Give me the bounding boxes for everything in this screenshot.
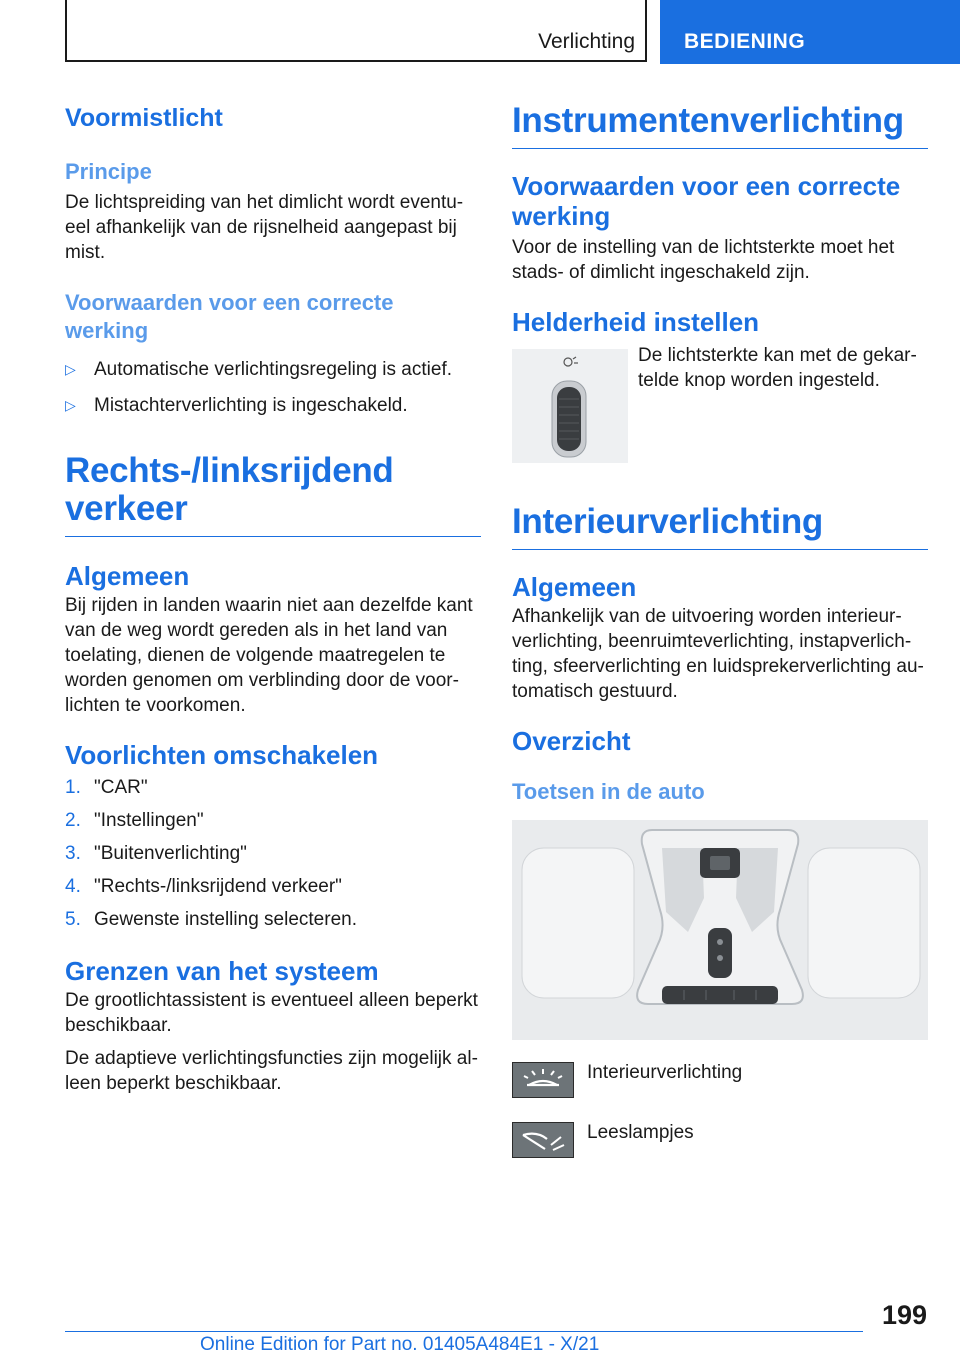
header-box xyxy=(65,0,647,62)
step-number: 2. xyxy=(65,810,81,831)
step-text: "Rechts-/linksrijdend verkeer" xyxy=(94,876,342,897)
page-number: 199 xyxy=(881,1300,927,1330)
list-item xyxy=(65,907,481,932)
right-column xyxy=(512,95,928,1180)
list-item-text: Automatische verlichtingsregeling is actief. xyxy=(94,359,453,380)
overhead-console-image xyxy=(512,820,928,1040)
reading-lights-icon xyxy=(512,1122,574,1158)
step-number: 1. xyxy=(65,777,81,798)
heading-interieurverlichting: Interieurverlichting xyxy=(512,503,928,550)
brightness-knob-image xyxy=(512,349,628,463)
paragraph-algemeen-right: Afhankelijk van de uitvoering worden interieur-verlichting, beenruimteverlichting, instapverlich-ting, sfeerverlichting en luidsprekerverlichting au-tomatisch gestuurd. xyxy=(512,606,924,702)
left-column xyxy=(65,95,481,1096)
triangle-bullet-icon: ▷ xyxy=(65,361,76,377)
heading-overzicht: Overzicht xyxy=(512,726,631,756)
list-item xyxy=(65,393,481,418)
paragraph-grenzen-2: De adaptieve verlichtingsfuncties zijn mogelijk al-leen beperkt beschikbaar. xyxy=(65,1048,478,1094)
list-item-text: Mistachterverlichting is ingeschakeld. xyxy=(94,395,408,416)
helderheid-block xyxy=(512,343,928,473)
bullet-list-voorwaarden xyxy=(65,357,481,418)
step-text: "CAR" xyxy=(94,777,148,798)
icon-row-reading xyxy=(512,1120,928,1180)
paragraph-helderheid: De lichtsterkte kan met de gekar-telde knop worden ingesteld. xyxy=(638,345,917,391)
interior-light-icon xyxy=(512,1062,574,1098)
footer-edition: Online Edition for Part no. 01405A484E1 - X/21 xyxy=(200,1334,600,1355)
heading-voormistlicht: Voormistlicht xyxy=(65,104,223,132)
paragraph-algemeen-left: Bij rijden in landen waarin niet aan dezelfde kant van de weg wordt gereden als in het land van toelating, dienen de volgende maatregelen te worden genomen om verblinding door de voor-lichten te voorkomen. xyxy=(65,595,473,716)
knurled-knob-icon xyxy=(512,349,628,463)
step-text: "Buitenverlichting" xyxy=(94,843,247,864)
step-number: 5. xyxy=(65,909,81,930)
step-number: 4. xyxy=(65,876,81,897)
heading-instrumentenverlichting: Instrumentenverlichting xyxy=(512,102,928,149)
heading-algemeen-right: Algemeen xyxy=(512,572,637,602)
list-item xyxy=(65,874,481,899)
overhead-console-icon xyxy=(512,820,928,1040)
list-item xyxy=(65,808,481,833)
list-item xyxy=(65,841,481,866)
list-item xyxy=(65,775,481,800)
paragraph-grenzen-1: De grootlichtassistent is eventueel alleen beperkt beschikbaar. xyxy=(65,990,478,1036)
heading-helderheid: Helderheid instellen xyxy=(512,307,760,337)
heading-voorwaarden-instrument: Voorwaarden voor een correcte werking xyxy=(512,171,901,231)
icon-label-reading: Leeslampjes xyxy=(587,1122,694,1143)
paragraph-principe: De lichtspreiding van het dimlicht wordt eventu-eel afhankelijk van de rijsnelheid aangepast bij mist. xyxy=(65,192,464,263)
heading-voorlichten-omschakelen: Voorlichten omschakelen xyxy=(65,740,379,770)
heading-algemeen-left: Algemeen xyxy=(65,561,190,591)
heading-toetsen: Toetsen in de auto xyxy=(512,779,705,804)
numbered-list-steps xyxy=(65,775,481,932)
icon-label-interior: Interieurverlichting xyxy=(587,1062,743,1083)
icon-row-interior xyxy=(512,1060,928,1120)
triangle-bullet-icon: ▷ xyxy=(65,397,76,413)
heading-rechts-linksrijdend: Rechts-/linksrijdend verkeer xyxy=(65,452,481,537)
heading-voorwaarden-mist: Voorwaarden voor een correcte werking xyxy=(65,290,394,343)
header-section-title: Verlichting xyxy=(538,30,635,53)
header-chapter-tab xyxy=(660,0,960,64)
header-chapter-label: BEDIENING xyxy=(684,30,806,53)
heading-grenzen: Grenzen van het systeem xyxy=(65,956,379,986)
paragraph-voorwaarden-instrument: Voor de instelling van de lichtsterkte moet het stads- of dimlicht ingeschakeld zijn. xyxy=(512,237,895,283)
step-text: Gewenste instelling selecteren. xyxy=(94,909,357,930)
step-number: 3. xyxy=(65,843,81,864)
list-item xyxy=(65,357,481,382)
heading-principe: Principe xyxy=(65,159,152,184)
footer-rule xyxy=(65,1331,863,1332)
step-text: "Instellingen" xyxy=(94,810,204,831)
